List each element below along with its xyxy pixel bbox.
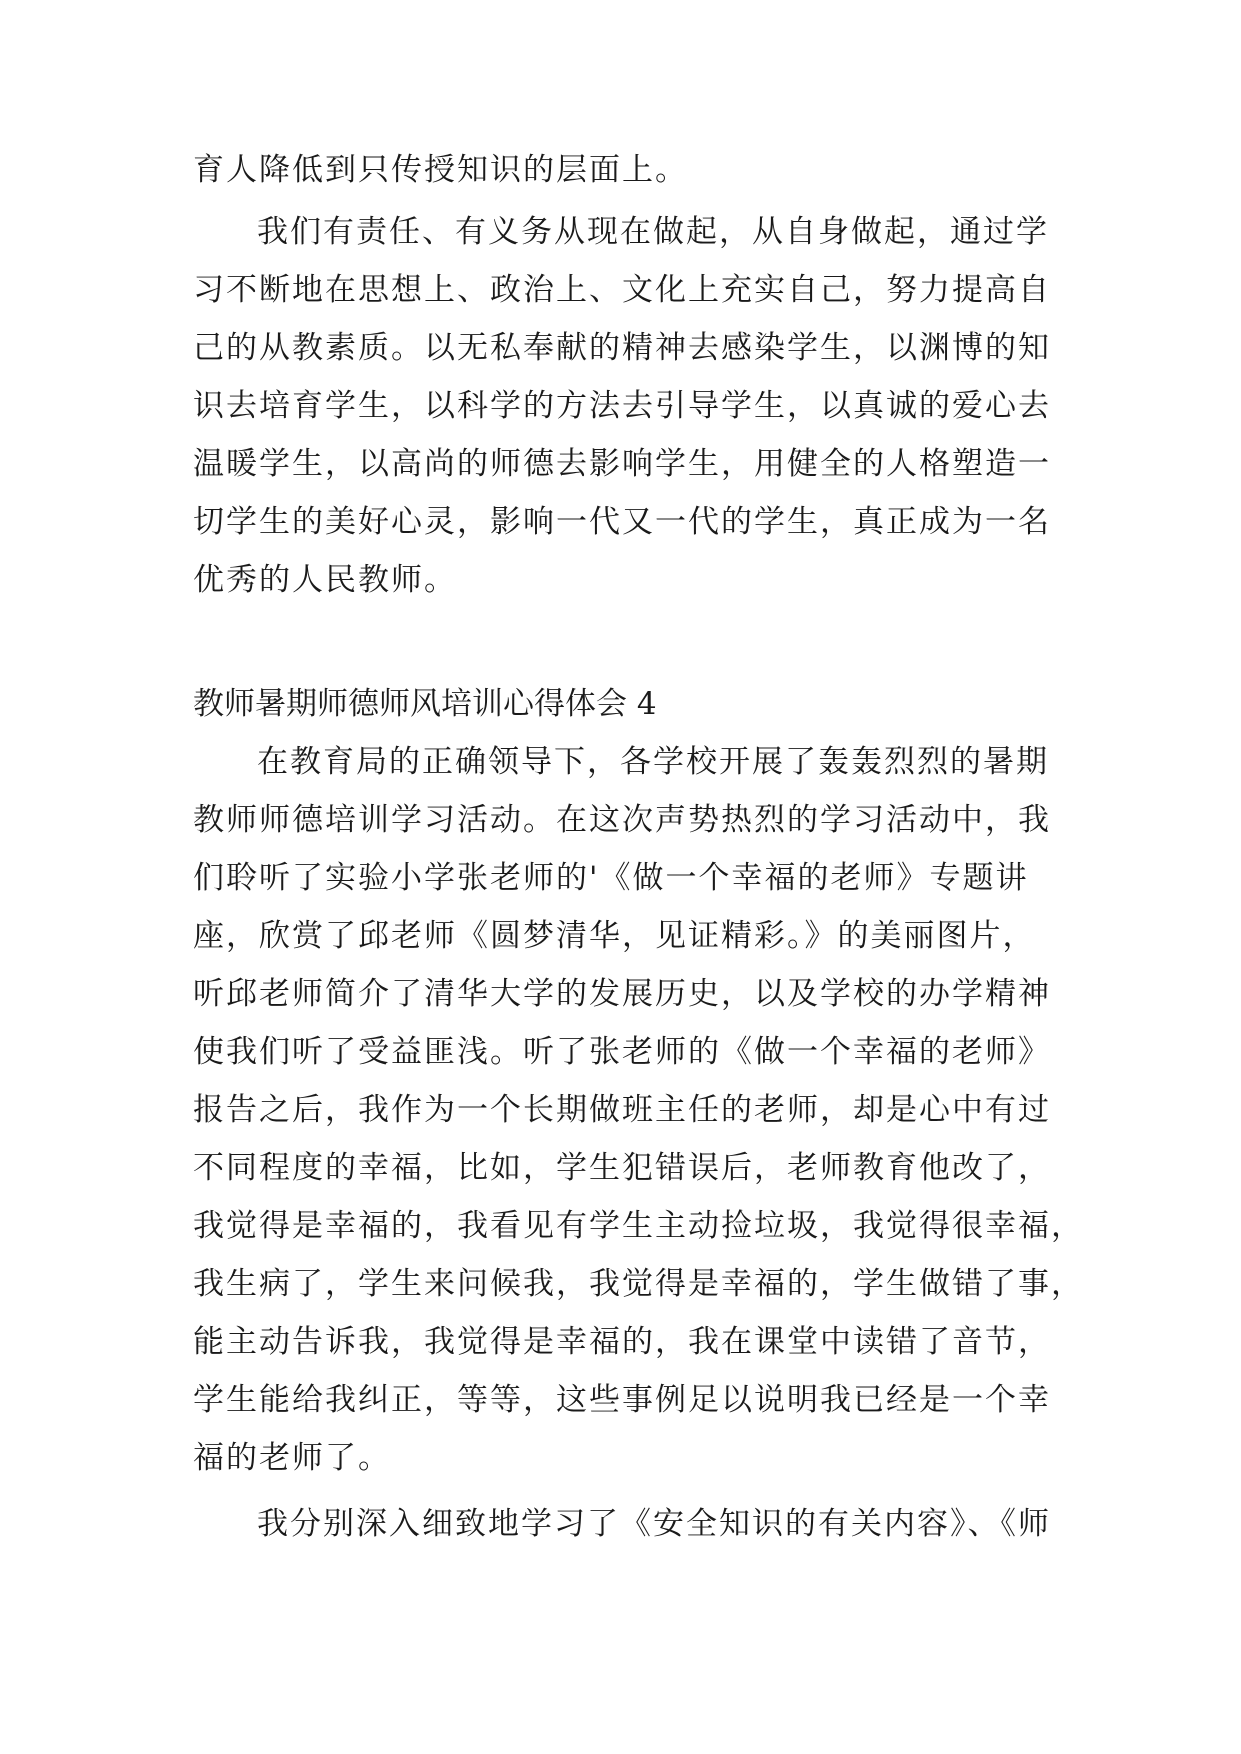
paragraph-line: 能主动告诉我，我觉得是幸福的，我在课堂中读错了音节， — [193, 1324, 1051, 1360]
paragraph-line: 听邱老师简介了清华大学的发展历史，以及学校的办学精神 — [193, 976, 1051, 1012]
paragraph-line: 们聆听了实验小学张老师的'《做一个幸福的老师》专题讲 — [193, 860, 1029, 896]
paragraph-line: 育人降低到只传授知识的层面上。 — [193, 152, 688, 188]
paragraph-line: 习不断地在思想上、政治上、文化上充实自己，努力提高自 — [193, 272, 1051, 308]
paragraph-line: 我生病了，学生来问候我，我觉得是幸福的，学生做错了事， — [193, 1266, 1084, 1302]
paragraph-line: 学生能给我纠正，等等，这些事例足以说明我已经是一个幸 — [193, 1382, 1051, 1418]
paragraph-line: 我们有责任、有义务从现在做起，从自身做起，通过学 — [257, 214, 1049, 250]
paragraph-line: 福的老师了。 — [193, 1440, 391, 1476]
paragraph-line: 切学生的美好心灵，影响一代又一代的学生，真正成为一名 — [193, 504, 1051, 540]
paragraph-line: 报告之后，我作为一个长期做班主任的老师，却是心中有过 — [193, 1092, 1051, 1128]
paragraph-line: 温暖学生，以高尚的师德去影响学生，用健全的人格塑造一 — [193, 446, 1051, 482]
paragraph-line: 不同程度的幸福，比如，学生犯错误后，老师教育他改了， — [193, 1150, 1051, 1186]
paragraph-line: 在教育局的正确领导下，各学校开展了轰轰烈烈的暑期 — [257, 744, 1049, 780]
paragraph-line: 己的从教素质。以无私奉献的精神去感染学生，以渊博的知 — [193, 330, 1051, 366]
paragraph-line: 使我们听了受益匪浅。听了张老师的《做一个幸福的老师》 — [193, 1034, 1051, 1070]
paragraph-line: 我分别深入细致地学习了《安全知识的有关内容》、《师 — [257, 1506, 1051, 1542]
paragraph-line: 我觉得是幸福的，我看见有学生主动捡垃圾，我觉得很幸福， — [193, 1208, 1084, 1244]
paragraph-line: 优秀的人民教师。 — [193, 562, 457, 598]
paragraph-line: 识去培育学生，以科学的方法去引导学生，以真诚的爱心去 — [193, 388, 1051, 424]
paragraph-line: 座，欣赏了邱老师《圆梦清华，见证精彩。》的美丽图片， — [193, 918, 1036, 954]
section-heading: 教师暑期师德师风培训心得体会 4 — [193, 686, 657, 722]
paragraph-line: 教师师德培训学习活动。在这次声势热烈的学习活动中，我 — [193, 802, 1051, 838]
